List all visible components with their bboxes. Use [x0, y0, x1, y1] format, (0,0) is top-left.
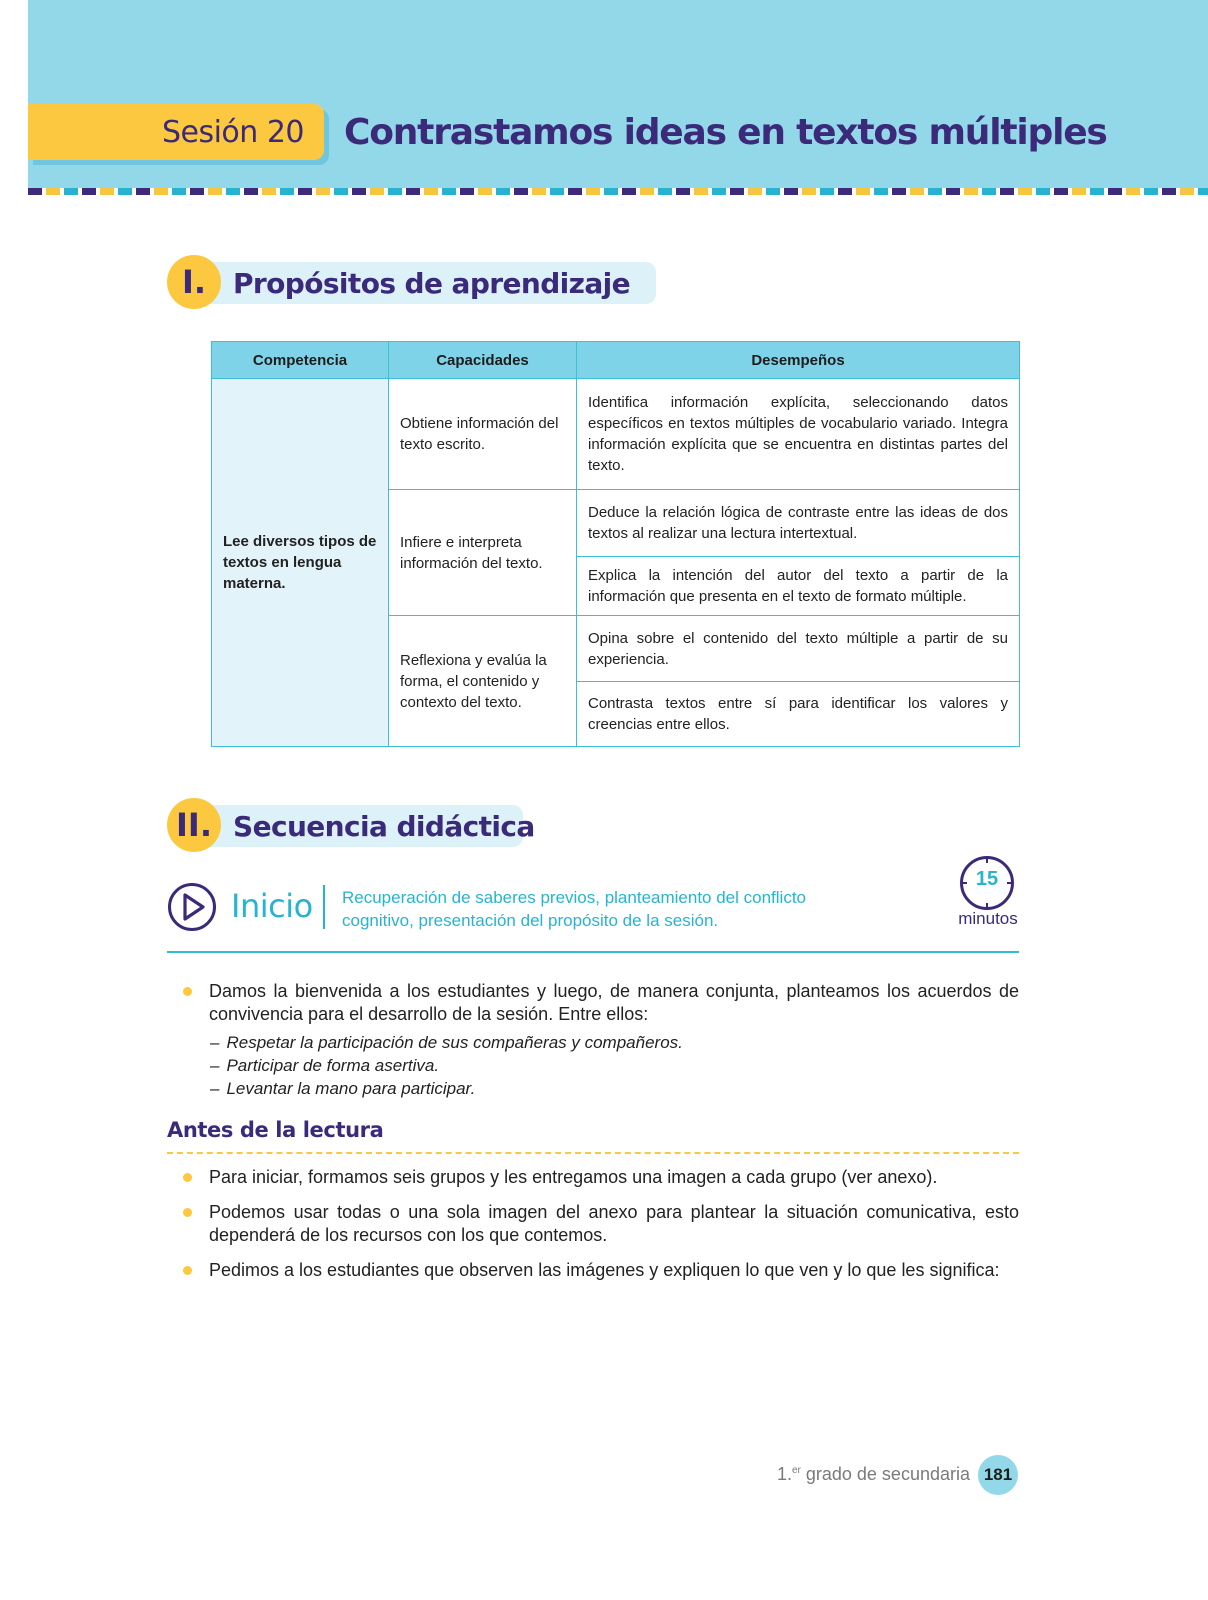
- bullet-dot: [183, 987, 192, 996]
- page-number: 181: [978, 1455, 1018, 1495]
- session-label: Sesión 20: [161, 114, 304, 150]
- section-title: Propósitos de aprendizaje: [233, 266, 631, 300]
- page-title: Contrastamos ideas en textos múltiples: [344, 112, 1107, 153]
- sub-list-item: – Levantar la mano para participar.: [210, 1079, 476, 1098]
- session-tag: [28, 104, 324, 160]
- bullet-dot: [183, 1173, 192, 1182]
- bullet-text: Podemos usar todas o una sola imagen del anexo para plantear la situación comunicativa, esto dependerá de los recursos con los que contemos.: [209, 1202, 1019, 1245]
- column-header: Desempeños: [577, 342, 1020, 379]
- antes-title: Antes de la lectura: [167, 1118, 384, 1142]
- list-item: [183, 980, 1019, 1026]
- inicio-label: Inicio: [231, 887, 313, 925]
- sub-list-item: – Respetar la participación de sus compañeras y compañeros.: [210, 1033, 683, 1052]
- inicio-divider: [323, 885, 325, 929]
- list-item: [183, 1201, 1019, 1247]
- footer-grade: 1.$^{er}$ grado de secundaria: [776, 1464, 970, 1484]
- capacidad-cell: Obtiene información del texto escrito.: [389, 379, 577, 490]
- column-header: Capacidades: [389, 342, 577, 379]
- header-dashed-strip: [28, 188, 1208, 195]
- play-icon: [167, 882, 217, 932]
- list-item: [183, 1259, 1019, 1282]
- desempeno-cell: Deduce la relación lógica de contraste entre las ideas de dos textos al realizar una lectura intertextual.: [577, 490, 1020, 557]
- sub-list-item: – Participar de forma asertiva.: [210, 1056, 440, 1075]
- sub-item-text: Levantar la mano para participar.: [226, 1079, 476, 1098]
- bullet-dot: [183, 1208, 192, 1217]
- competencia-cell: Lee diversos tipos de textos en lengua materna.: [212, 379, 389, 747]
- learning-purposes-table: [211, 341, 1020, 747]
- timer-minutes: 15: [975, 868, 999, 890]
- list-item: [183, 1166, 1019, 1189]
- section-title-pill: [195, 805, 535, 847]
- section-number: II.: [167, 798, 221, 852]
- section-title-pill: [195, 262, 656, 304]
- table-row: [212, 379, 1020, 490]
- sub-item-text: Respetar la participación de sus compañeras y compañeros.: [226, 1033, 683, 1052]
- bullet-text: Damos la bienvenida a los estudiantes y luego, de manera conjunta, planteamos los acuerdos de convivencia para el desarrollo de la sesión. Entre ellos:: [209, 981, 1019, 1024]
- inicio-header: [167, 855, 1019, 953]
- capacidad-cell: Reflexiona y evalúa la forma, el contenido y contexto del texto.: [389, 616, 577, 747]
- desempeno-cell: Contrasta textos entre sí para identificar los valores y creencias entre ellos.: [577, 682, 1020, 747]
- timer-label: minutos: [958, 909, 1018, 928]
- desempeno-cell: Identifica información explícita, seleccionando datos específicos en textos múltiples de vocabulario variado. Integra información explícita que se encuentra en distintas partes del texto.: [577, 379, 1020, 490]
- inicio-description: Recuperación de saberes previos, planteamiento del conflicto cognitivo, presentación del propósito de la sesión.: [342, 888, 806, 930]
- desempeno-cell: Opina sobre el contenido del texto múltiple a partir de su experiencia.: [577, 616, 1020, 682]
- column-header: Competencia: [212, 342, 389, 379]
- section-title: Secuencia didáctica: [233, 809, 535, 843]
- capacidad-cell: Infiere e interpreta información del texto.: [389, 490, 577, 616]
- section-number: I.: [167, 255, 221, 309]
- desempeno-cell: Explica la intención del autor del texto a partir de la información que presenta en el texto de formato múltiple.: [577, 557, 1020, 616]
- bullet-text: Para iniciar, formamos seis grupos y les entregamos una imagen a cada grupo (ver anexo).: [209, 1167, 938, 1187]
- bullet-text: Pedimos a los estudiantes que observen las imágenes y expliquen lo que ven y lo que les significa:: [209, 1260, 1000, 1280]
- bullet-dot: [183, 1266, 192, 1275]
- antes-heading: [167, 1118, 1019, 1154]
- table-header-row: [212, 342, 1020, 379]
- sub-item-text: Participar de forma asertiva.: [226, 1056, 440, 1075]
